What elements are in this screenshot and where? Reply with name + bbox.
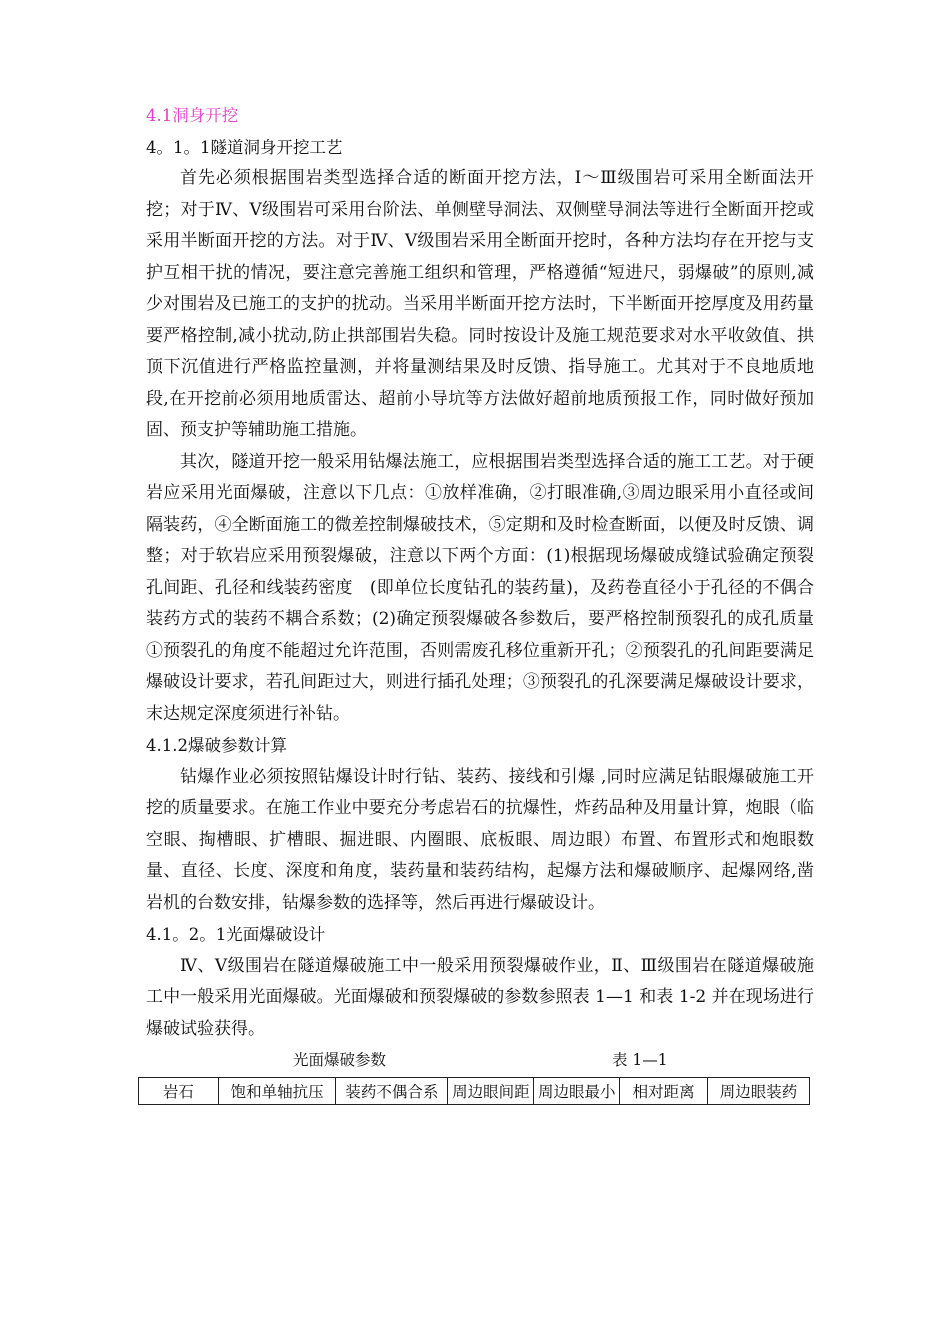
smooth-blasting-parameter-table: [138, 1077, 810, 1105]
header-relative-distance: 相对距离: [620, 1078, 708, 1105]
section-4-1-heading: 4.1洞身开挖: [146, 106, 239, 125]
header-compressive-strength: 饱和单轴抗压: [218, 1078, 336, 1105]
section-4-1-2-heading: 4.1.2爆破参数计算: [146, 736, 287, 755]
header-perimeter-hole-spacing: 周边眼间距: [448, 1078, 534, 1105]
paragraph-blasting-process: 其次，隧道开挖一般采用钻爆法施工，应根据围岩类型选择合适的施工工艺。对于硬岩应采用光面爆破，注意以下几点：①放样准确，②打眼准确,③周边眼采用小直径或间隔装药，④全断面施工的微差控制爆破技术，⑤定期和及时检查断面，以便及时反馈、调整；对于软岩应采用预裂爆破，注意以下两个方面：(1)根据现场爆破成缝试验确定预裂孔间距、孔径和线装药密度 (即单位长度钻孔的装药量)，及药卷直径小于孔径的不偶合装药方式的装药不耦合系数；(2)确定预裂爆破各参数后，要严格控制预裂孔的成孔质量①预裂孔的角度不能超过允许范围，否则需废孔移位重新开孔；②预裂孔的孔间距要满足爆破设计要求，若孔间距过大，则进行插孔处理；③预裂孔的孔深要满足爆破设计要求，末达规定深度须进行补钻。: [146, 451, 814, 724]
table-number: 表 1—1: [612, 1051, 668, 1069]
header-perimeter-hole-charge: 周边眼装药: [708, 1078, 810, 1105]
table-title: 光面爆破参数: [293, 1051, 387, 1069]
section-4-1-2-1-heading: 4.1。2。1光面爆破设计: [146, 925, 326, 944]
header-decoupling-coefficient: 装药不偶合系: [336, 1078, 448, 1105]
header-rock: 岩石: [139, 1078, 219, 1105]
document-page: [146, 100, 814, 1105]
header-perimeter-hole-minimum: 周边眼最小: [534, 1078, 620, 1105]
paragraph-smooth-blasting: Ⅳ、Ⅴ级围岩在隧道爆破施工中一般采用预裂爆破作业，Ⅱ、Ⅲ级围岩在隧道爆破施工中一般采用光面爆破。光面爆破和预裂爆破的参数参照表 1—1 和表 1-2 并在现场进行爆破试验获得。: [146, 955, 814, 1039]
table-header-row: [139, 1078, 810, 1105]
paragraph-excavation-method: 首先必须根据围岩类型选择合适的断面开挖方法，Ⅰ～Ⅲ级围岩可采用全断面法开挖；对于Ⅳ、Ⅴ级围岩可采用台阶法、单侧壁导洞法、双侧壁导洞法等进行全断面开挖或采用半断面开挖的方法。对于Ⅳ、Ⅴ级围岩采用全断面开挖时，各种方法均存在开挖与支护互相干扰的情况，要注意完善施工组织和管理，严格遵循“短进尺，弱爆破”的原则,减少对围岩及已施工的支护的扰动。当采用半断面开挖方法时，下半断面开挖厚度及用药量要严格控制,减小扰动,防止拱部围岩失稳。同时按设计及施工规范要求对水平收敛值、拱顶下沉值进行严格监控量测，并将量测结果及时反馈、指导施工。尤其对于不良地质地段,在开挖前必须用地质雷达、超前小导坑等方法做好超前地质预报工作，同时做好预加固、预支护等辅助施工措施。: [146, 168, 814, 440]
paragraph-blasting-parameters: 钻爆作业必须按照钻爆设计时行钻、装药、接线和引爆 ,同时应满足钻眼爆破施工开挖的质量要求。在施工作业中要充分考虑岩石的抗爆性，炸药品种及用量计算，炮眼（临空眼、掏槽眼、扩槽眼、掘进眼、内圈眼、底板眼、周边眼）布置、布置形式和炮眼数量、直径、长度、深度和角度，装药量和装药结构，起爆方法和爆破顺序、起爆网络,凿岩机的台数安排，钻爆参数的选择等，然后再进行爆破设计。: [146, 766, 814, 913]
table-caption: [146, 1045, 814, 1075]
section-4-1-1-heading: 4。1。1隧道洞身开挖工艺: [146, 137, 343, 157]
